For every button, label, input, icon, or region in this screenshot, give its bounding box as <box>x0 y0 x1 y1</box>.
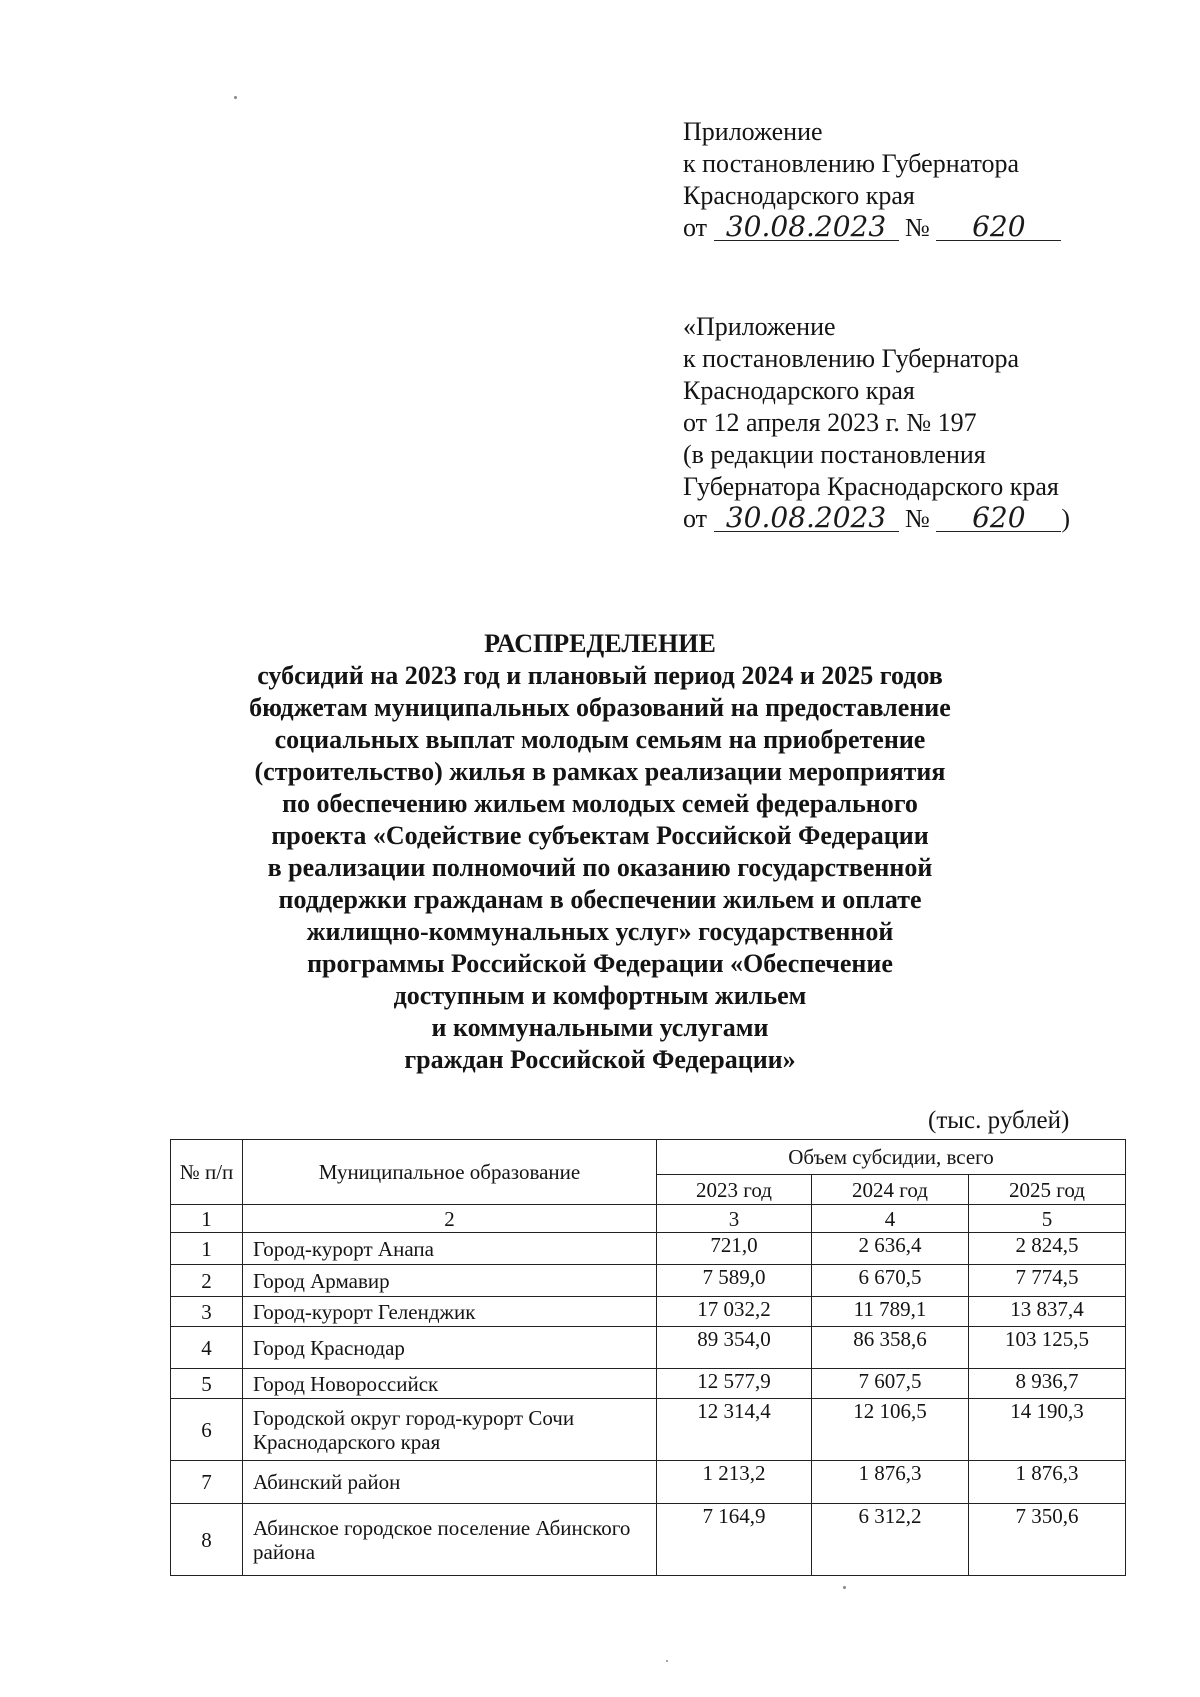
table-row <box>171 1233 1126 1265</box>
row-municipality: Город Новороссийск <box>243 1369 657 1399</box>
title-line: (строительство) жилья в рамках реализации мероприятия <box>254 757 946 786</box>
prior-decree-line: к постановлению Губернатора <box>683 344 1020 373</box>
title-line: субсидий на 2023 год и плановый период 2024 и 2025 годов <box>257 661 943 690</box>
row-number: 4 <box>171 1327 243 1369</box>
row-value-2024: 6 312,2 <box>812 1504 969 1576</box>
row-municipality: Город-курорт Анапа <box>243 1233 657 1265</box>
row-value-2023: 1 213,2 <box>657 1461 812 1504</box>
header-municipality: Муниципальное образование <box>243 1140 657 1205</box>
row-municipality: Городской округ город-курорт Сочи Краснодарского края <box>243 1399 657 1461</box>
scan-speck <box>234 96 237 99</box>
table-row <box>171 1297 1126 1327</box>
row-value-2023: 12 577,9 <box>657 1369 812 1399</box>
title-line: жилищно-коммунальных услуг» государственной <box>306 917 894 946</box>
title-heading: РАСПРЕДЕЛЕНИЕ <box>484 629 716 658</box>
title-line: программы Российской Федерации «Обеспечение <box>307 949 893 978</box>
row-number: 1 <box>171 1233 243 1265</box>
handwritten-number: 620 <box>936 214 1061 241</box>
row-number: 7 <box>171 1461 243 1504</box>
header-year-2025: 2025 год <box>969 1175 1126 1205</box>
title-line: по обеспечению жильем молодых семей федерального <box>282 789 918 818</box>
title-line: социальных выплат молодым семьям на приобретение <box>274 725 926 754</box>
title-line: и коммунальными услугами <box>431 1013 769 1042</box>
handwritten-date: 30.08.2023 <box>714 214 899 241</box>
row-value-2023: 89 354,0 <box>657 1327 812 1369</box>
row-value-2024: 7 607,5 <box>812 1369 969 1399</box>
row-value-2025: 2 824,5 <box>969 1233 1126 1265</box>
revision-date-number-line <box>683 501 1071 534</box>
table-row <box>171 1265 1126 1297</box>
row-value-2025: 1 876,3 <box>969 1461 1126 1504</box>
appendix-decree-line: к постановлению Губернатора <box>683 149 1020 178</box>
table-row <box>171 1504 1126 1576</box>
row-value-2024: 1 876,3 <box>812 1461 969 1504</box>
index-cell: 1 <box>171 1205 243 1233</box>
row-value-2024: 86 358,6 <box>812 1327 969 1369</box>
row-municipality: Город Армавир <box>243 1265 657 1297</box>
from-label: от <box>683 504 708 533</box>
handwritten-date: 30.08.2023 <box>714 505 899 532</box>
prior-region-line: Краснодарского края <box>683 376 915 405</box>
revision-line: (в редакции постановления <box>683 440 986 469</box>
title-line: доступным и комфортным жильем <box>393 981 807 1010</box>
row-value-2023: 17 032,2 <box>657 1297 812 1327</box>
row-value-2023: 12 314,4 <box>657 1399 812 1461</box>
prior-appendix-label: «Приложение <box>683 312 836 341</box>
title-line: граждан Российской Федерации» <box>404 1045 796 1074</box>
row-value-2025: 7 774,5 <box>969 1265 1126 1297</box>
subsidy-table <box>170 1139 1126 1576</box>
row-value-2023: 721,0 <box>657 1233 812 1265</box>
table-row <box>171 1327 1126 1369</box>
row-number: 8 <box>171 1504 243 1576</box>
row-value-2025: 13 837,4 <box>969 1297 1126 1327</box>
title-line: в реализации полномочий по оказанию государственной <box>267 853 933 882</box>
appendix-date-number-line <box>683 210 1061 243</box>
row-value-2025: 14 190,3 <box>969 1399 1126 1461</box>
table-row <box>171 1399 1126 1461</box>
row-municipality: Город-курорт Геленджик <box>243 1297 657 1327</box>
row-value-2024: 2 636,4 <box>812 1233 969 1265</box>
scan-speck <box>843 1586 846 1589</box>
title-line: бюджетам муниципальных образований на предоставление <box>249 693 951 722</box>
index-row <box>171 1205 1126 1233</box>
header-number: № п/п <box>171 1140 243 1205</box>
row-municipality: Город Краснодар <box>243 1327 657 1369</box>
close-paren: ) <box>1061 504 1071 533</box>
row-value-2024: 11 789,1 <box>812 1297 969 1327</box>
index-cell: 5 <box>969 1205 1126 1233</box>
appendix-label: Приложение <box>683 117 823 146</box>
row-number: 6 <box>171 1399 243 1461</box>
row-number: 5 <box>171 1369 243 1399</box>
table-row <box>171 1461 1126 1504</box>
appendix-region-line: Краснодарского края <box>683 181 915 210</box>
header-year-2024: 2024 год <box>812 1175 969 1205</box>
row-value-2024: 12 106,5 <box>812 1399 969 1461</box>
number-label: № <box>905 504 930 533</box>
from-label: от <box>683 213 708 242</box>
index-cell: 4 <box>812 1205 969 1233</box>
header-subsidy-total: Объем субсидии, всего <box>657 1140 1126 1175</box>
document-title <box>230 628 970 1076</box>
row-municipality: Абинский район <box>243 1461 657 1504</box>
title-line: проекта «Содействие субъектам Российской Федерации <box>271 821 929 850</box>
row-value-2023: 7 589,0 <box>657 1265 812 1297</box>
row-municipality: Абинское городское поселение Абинского района <box>243 1504 657 1576</box>
row-number: 2 <box>171 1265 243 1297</box>
title-line: поддержки гражданам в обеспечении жильем и оплате <box>278 885 922 914</box>
table-row <box>171 1369 1126 1399</box>
row-value-2023: 7 164,9 <box>657 1504 812 1576</box>
prior-date-line: от 12 апреля 2023 г. № 197 <box>683 408 977 437</box>
row-number: 3 <box>171 1297 243 1327</box>
row-value-2025: 103 125,5 <box>969 1327 1126 1369</box>
units-label: (тыс. рублей) <box>928 1107 1070 1134</box>
header-row <box>171 1140 1126 1175</box>
row-value-2025: 7 350,6 <box>969 1504 1126 1576</box>
number-label: № <box>905 213 930 242</box>
index-cell: 2 <box>243 1205 657 1233</box>
scan-speck <box>666 1660 668 1662</box>
handwritten-number: 620 <box>936 505 1061 532</box>
header-year-2023: 2023 год <box>657 1175 812 1205</box>
index-cell: 3 <box>657 1205 812 1233</box>
row-value-2024: 6 670,5 <box>812 1265 969 1297</box>
row-value-2025: 8 936,7 <box>969 1369 1126 1399</box>
revision-governor-line: Губернатора Краснодарского края <box>683 472 1059 501</box>
